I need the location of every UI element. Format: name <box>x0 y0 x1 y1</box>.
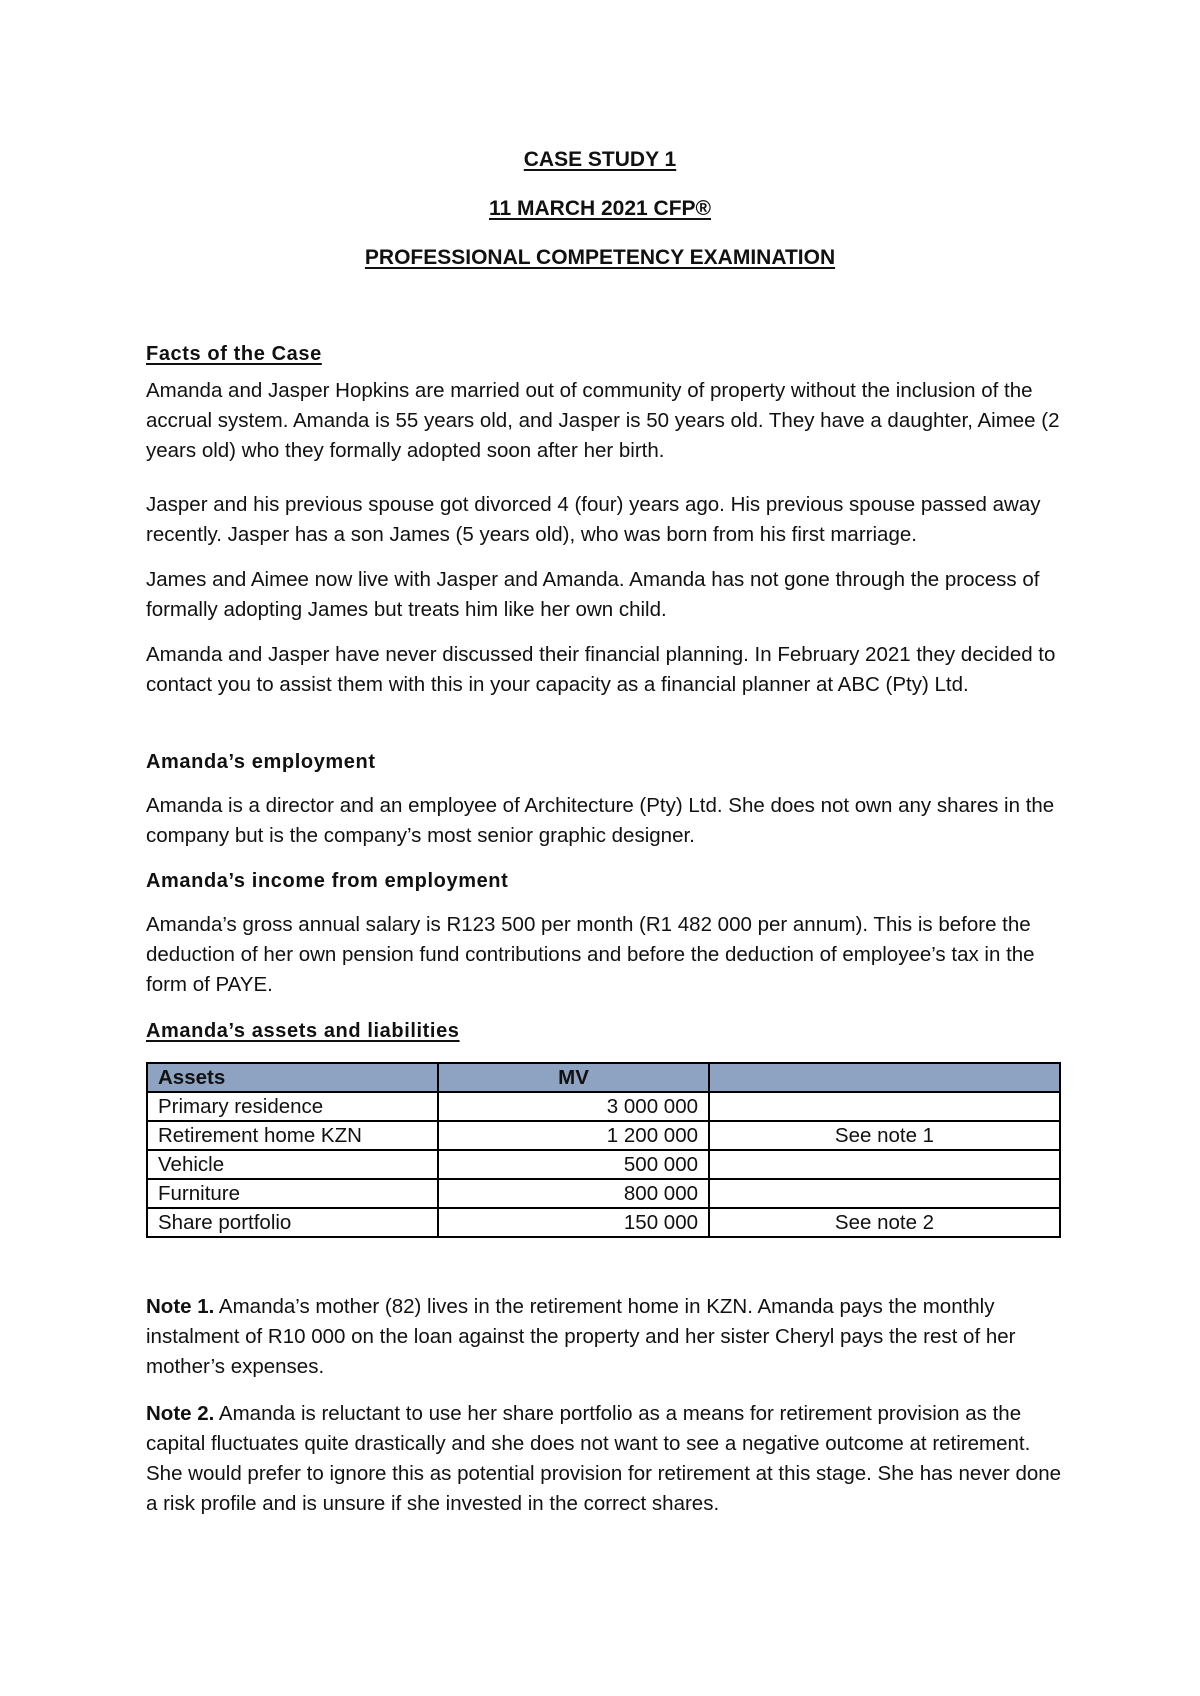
exam-name-title: PROFESSIONAL COMPETENCY EXAMINATION <box>364 246 836 269</box>
facts-heading: Facts of the Case <box>146 343 322 365</box>
employment-heading: Amanda’s employment <box>146 751 376 773</box>
notes-column-header <box>709 1063 1060 1092</box>
asset-name: Primary residence <box>147 1092 438 1121</box>
assets-heading: Amanda’s assets and liabilities <box>146 1020 460 1042</box>
asset-name: Vehicle <box>147 1150 438 1179</box>
facts-paragraph-4: Amanda and Jasper have never discussed their financial planning. In February 2021 they decided to contact you to assist them with this in your capacity as a financial planner at ABC (Pty) Ltd. <box>146 643 1056 696</box>
assets-table-header-row <box>147 1063 1060 1092</box>
assets-table <box>146 1062 1061 1238</box>
assets-column-header: Assets <box>147 1063 438 1092</box>
asset-name: Retirement home KZN <box>147 1121 438 1150</box>
asset-note: See note 2 <box>709 1208 1060 1237</box>
note-2-label: Note 2. <box>146 1402 215 1425</box>
facts-paragraph-1: Amanda and Jasper Hopkins are married out of community of property without the inclusion of the accrual system. Amanda is 55 years old, and Jasper is 50 years old. They have a daughter, Aimee (2 years old) who they formally adopted soon after her birth. <box>146 379 1060 462</box>
asset-value: 800 000 <box>438 1179 709 1208</box>
asset-note <box>709 1179 1060 1208</box>
income-paragraph: Amanda’s gross annual salary is R123 500 per month (R1 482 000 per annum). This is before the deduction of her own pension fund contributions and before the deduction of employee’s tax in the form of PAYE. <box>146 913 1035 996</box>
asset-name: Share portfolio <box>147 1208 438 1237</box>
note-2-text: Amanda is reluctant to use her share portfolio as a means for retirement provision as the capital fluctuates quite drastically and she does not want to see a negative outcome at retirement. She would prefer to ignore this as potential provision for retirement at this stage. She has never done a risk profile and is unsure if she invested in the correct shares. <box>146 1402 1062 1515</box>
asset-value: 3 000 000 <box>438 1092 709 1121</box>
table-row <box>147 1179 1060 1208</box>
asset-value: 500 000 <box>438 1150 709 1179</box>
case-study-title: CASE STUDY 1 <box>523 148 677 171</box>
exam-date-title: 11 MARCH 2021 CFP® <box>488 197 712 220</box>
note-1-label: Note 1. <box>146 1295 215 1318</box>
facts-paragraph-2: Jasper and his previous spouse got divorced 4 (four) years ago. His previous spouse passed away recently. Jasper has a son James (5 years old), who was born from his first marriage. <box>146 493 1041 546</box>
table-row <box>147 1208 1060 1237</box>
asset-note <box>709 1150 1060 1179</box>
note-2 <box>146 1399 1066 1519</box>
income-heading: Amanda’s income from employment <box>146 870 509 892</box>
asset-name: Furniture <box>147 1179 438 1208</box>
facts-paragraph-3: James and Aimee now live with Jasper and Amanda. Amanda has not gone through the process of formally adopting James but treats him like her own child. <box>146 568 1040 621</box>
note-1 <box>146 1292 1066 1382</box>
employment-paragraph: Amanda is a director and an employee of Architecture (Pty) Ltd. She does not own any shares in the company but is the company’s most senior graphic designer. <box>146 794 1055 847</box>
asset-value: 150 000 <box>438 1208 709 1237</box>
table-row <box>147 1092 1060 1121</box>
table-row <box>147 1150 1060 1179</box>
asset-value: 1 200 000 <box>438 1121 709 1150</box>
table-row <box>147 1121 1060 1150</box>
asset-note <box>709 1092 1060 1121</box>
note-1-text: Amanda’s mother (82) lives in the retirement home in KZN. Amanda pays the monthly instalment of R10 000 on the loan against the property and her sister Cheryl pays the rest of her mother’s expenses. <box>146 1295 1016 1378</box>
asset-note: See note 1 <box>709 1121 1060 1150</box>
mv-column-header: MV <box>438 1063 709 1092</box>
